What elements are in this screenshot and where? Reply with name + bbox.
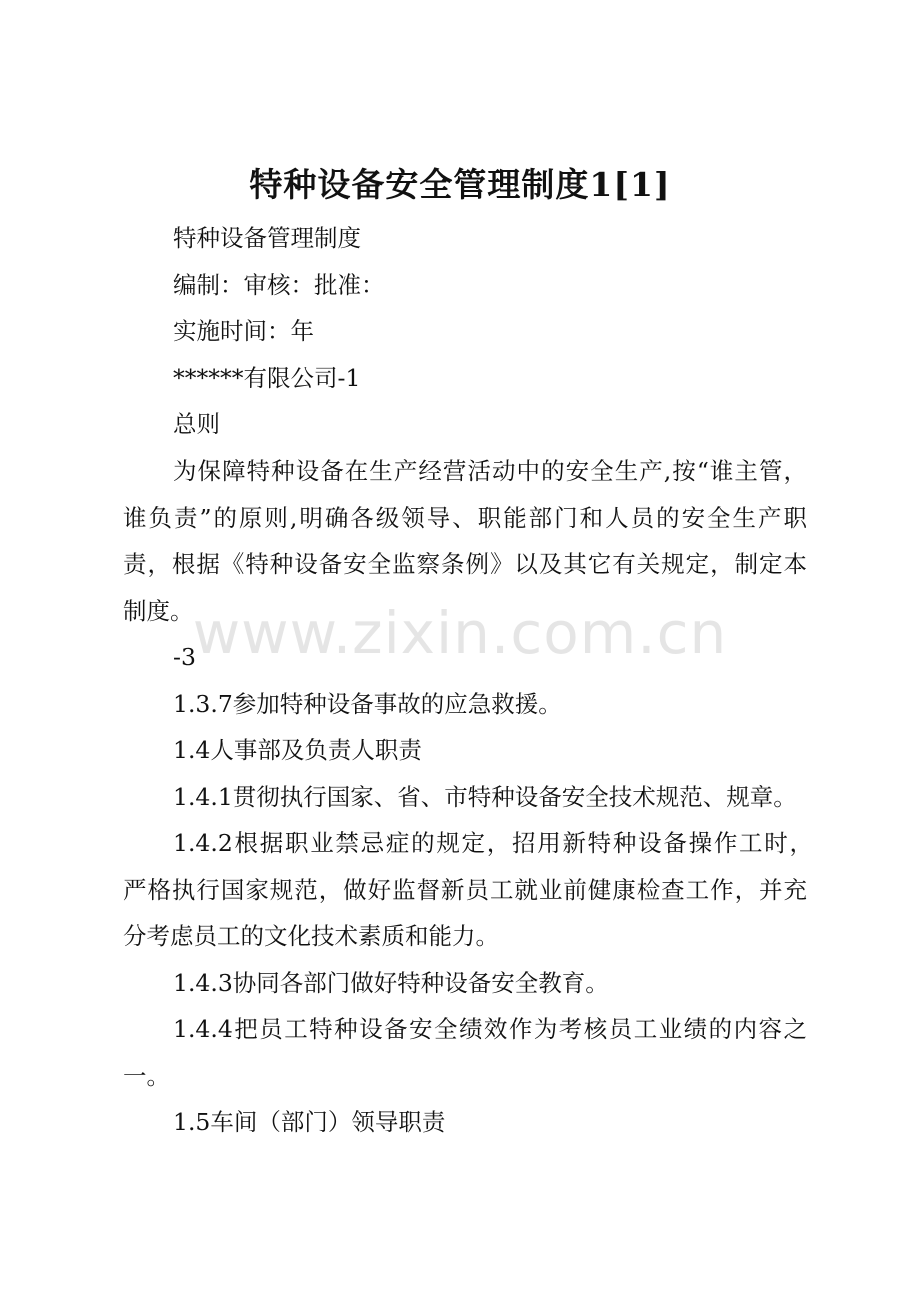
clause-1-3-7: 1.3.7参加特种设备事故的应急救援。 (173, 690, 562, 718)
text-line-signoff: 编制：审核：批准： (173, 271, 385, 299)
watermark-text: www.zixin.com.cn (192, 599, 728, 667)
text-line-purpose-1: 为保障特种设备在生产经营活动中的安全生产,按“谁主管， (173, 457, 807, 485)
clause-1-4-4-line-1: 1.4.4把员工特种设备安全绩效作为考核员工业绩的内容之 (173, 1015, 807, 1043)
page-marker: -3 (173, 643, 196, 671)
text-line-purpose-3: 责，根据《特种设备安全监察条例》以及其它有关规定，制定本 (123, 550, 807, 578)
clause-1-4-2-line-2: 严格执行国家规范，做好监督新员工就业前健康检查工作，并充 (123, 876, 807, 904)
section-heading-general: 总则 (173, 410, 220, 438)
clause-1-5-heading: 1.5车间（部门）领导职责 (173, 1108, 446, 1136)
clause-1-4-heading: 1.4人事部及负责人职责 (173, 736, 422, 764)
text-line-purpose-4: 制度。 (123, 597, 194, 625)
text-line-company: ******有限公司-1 (173, 364, 361, 392)
text-line-effective-date: 实施时间：年 (173, 317, 314, 345)
text-line-purpose-2: 谁负责”的原则,明确各级领导、职能部门和人员的安全生产职 (123, 504, 807, 532)
clause-1-4-2-line-1: 1.4.2根据职业禁忌症的规定，招用新特种设备操作工时， (173, 829, 813, 857)
document-title: 特种设备安全管理制度1[1] (249, 165, 671, 204)
clause-1-4-1: 1.4.1贯彻执行国家、省、市特种设备安全技术规范、规章。 (173, 783, 797, 811)
clause-1-4-4-line-2: 一。 (123, 1062, 170, 1090)
clause-1-4-3: 1.4.3协同各部门做好特种设备安全教育。 (173, 969, 609, 997)
text-line-doc-name: 特种设备管理制度 (173, 224, 361, 252)
clause-1-4-2-line-3: 分考虑员工的文化技术素质和能力。 (123, 922, 499, 950)
